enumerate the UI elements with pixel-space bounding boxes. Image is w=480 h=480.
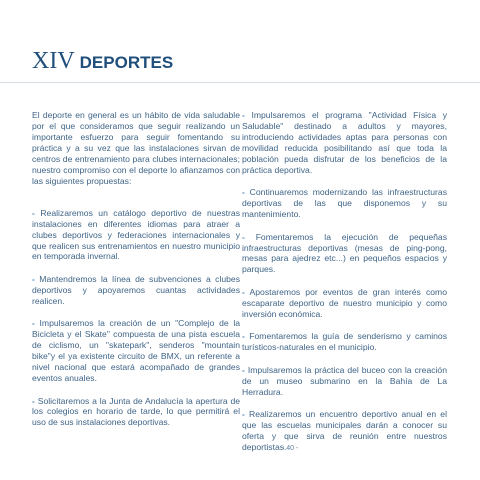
bullet-dash: - [242,286,245,297]
bullet-dash: - [242,231,245,242]
proposal-text: Continuaremos modernizando las infraestructuras deportivas de las que disponemos y su mantenimiento. [242,187,447,220]
chapter-number: XIV [32,48,75,74]
bullet-dash: - [32,273,35,284]
proposal-text: Fomentaremos la ejecución de pequeñas infraestructuras deportivas (mesas de ping-pong, mesas para ajedrez etc...) en pequeños espacios y parques. [242,231,447,275]
proposal-item [242,187,447,220]
proposal-item [32,208,240,263]
proposal-item [242,232,447,276]
bullet-dash: - [32,395,35,406]
intro-paragraph: El deporte en general es un hábito de vida saludable por el que consideramos que seguir realizando un importante esfuerzo para seguir fomentando su práctica y a su vez que las instalaciones sirvan de centros de entrenamiento para clubes internacionales; nuestro compromiso con el deporte lo afianzamos con las siguientes propuestas: [32,110,240,186]
proposal-text: Impulsaremos la práctica del buceo con la creación de un museo submarino en la Bahía de La Herradura. [242,364,447,397]
proposal-item [32,396,240,429]
page-header [32,48,173,75]
bullet-dash: - [242,409,245,420]
right-column [242,110,447,464]
proposal-text: Solicitaremos a la Junta de Andalucía la apertura de los colegios en horario de tarde, lo que permitirá el uso de sus instalaciones deportivas. [32,395,241,428]
proposal-text: Impulsaremos la creación de un "Complejo de la Bicicleta y el Skate" compuesta de una pista escuela de ciclismo, un "skatepark", senderos "mountain bike"y el ya existente circuito de BMX, un referente a nivel nacional que estará acompañado de grandes eventos anuales. [32,318,241,384]
bullet-dash: - [32,318,35,329]
proposal-item [242,287,447,320]
proposal-text: Mantendremos la línea de subvenciones a clubes deportivos y apoyaremos cuantas actividades realicen. [32,273,241,306]
proposal-item [242,409,447,453]
proposal-text: Apostaremos por eventos de gran interés como escaparate deportivo de nuestro municipio y como inversión económica. [242,286,447,319]
proposal-item [242,331,447,353]
proposal-text: Fomentaremos la guía de senderismo y caminos turísticos-naturales en el municipio. [242,331,448,353]
proposal-text: Realizaremos un encuentro deportivo anual en el que las escuelas municipales darán a conocer su oferta y que sirva de reunión entre nuestros deportistas. [242,409,447,452]
bullet-dash: - [242,110,245,120]
header-divider [0,82,480,83]
chapter-title: DEPORTES [79,53,174,72]
proposal-text: Realizaremos un catálogo deportivo de nuestras instalaciones en diferentes idiomas para atraer a clubes deportivos y federaciones internacionales y que realicen sus entrenamientos en nuestro municipio en temporada invernal. [32,207,240,262]
bullet-dash: - [242,364,245,375]
bullet-dash: - [242,187,245,198]
proposal-item [32,318,240,384]
bullet-dash: - [242,331,245,342]
proposal-text: Impulsaremos el programa "Actividad Física y Saludable" destinado a adultos y mayores, introduciendo actividades aptas para personas con movilidad reducida posibilitando así que toda la población pueda disfrutar de los beneficios de la práctica deportiva. [242,110,447,175]
proposal-item [32,274,240,307]
page-number: - 40 - [282,445,299,452]
left-column [32,110,240,440]
proposal-item [242,110,447,176]
proposal-item [242,365,447,398]
bullet-dash: - [32,207,35,218]
